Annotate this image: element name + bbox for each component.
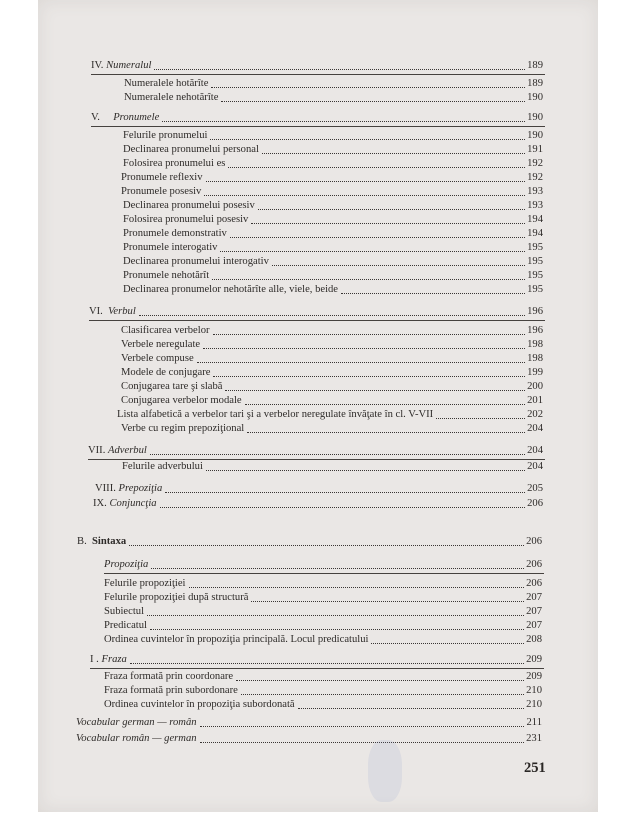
toc-entry-page: 199 [527, 367, 543, 378]
toc-entry-title: Declinarea pronumelui posesiv [123, 200, 255, 211]
toc-entry-title: Pronumele [113, 112, 160, 123]
toc-entry-title: Fraza formată prin subordonare [104, 685, 238, 696]
toc-entry [121, 337, 543, 351]
toc-entry-number: V. [91, 112, 114, 123]
toc-entry-page: 206 [526, 536, 542, 547]
toc-entry-title: Folosirea pronumelui es [123, 158, 226, 169]
dot-leader [150, 629, 524, 630]
toc-entry-title: Pronumele interogativ [123, 242, 218, 253]
toc-entry [104, 697, 542, 711]
toc-entry-page: 202 [527, 409, 543, 420]
toc-entry-title: Modele de conjugare [121, 367, 211, 378]
toc-entry-page: 191 [527, 144, 543, 155]
toc-entry-title: Pronumele posesiv [121, 186, 202, 197]
toc-entry-page: 190 [527, 130, 543, 141]
toc-entry [123, 212, 543, 226]
toc-entry [93, 496, 543, 510]
toc-entry-title: Numeralul [106, 60, 152, 71]
toc-entry-page: 201 [527, 395, 543, 406]
toc-entry-title: Felurile adverbului [122, 461, 203, 472]
toc-entry-title: Declinarea pronumelor nehotărîte alle, viele, beide [123, 284, 339, 295]
dot-leader [212, 279, 525, 280]
dot-leader [236, 680, 524, 681]
toc-entry-page: 195 [527, 270, 543, 281]
toc-entry-page: 231 [526, 733, 542, 744]
toc-entry-page: 192 [527, 172, 543, 183]
toc-entry-page: 196 [527, 306, 543, 317]
dot-leader [151, 568, 524, 569]
toc-entry-page: 194 [527, 214, 543, 225]
dot-leader [241, 694, 524, 695]
toc-entry-title: Conjugarea tare şi slabă [121, 381, 223, 392]
dot-leader [139, 315, 525, 316]
dot-leader [206, 470, 525, 471]
toc-entry [124, 76, 543, 90]
toc-entry [123, 282, 543, 296]
toc-entry-page: 204 [527, 461, 543, 472]
toc-entry-title: Folosirea pronumelui posesiv [123, 214, 249, 225]
toc-entry-number: B. [77, 536, 93, 547]
dot-leader [189, 587, 525, 588]
toc-entry [104, 557, 542, 571]
toc-entry [123, 254, 543, 268]
toc-entry [123, 268, 543, 282]
toc-entry-page: 206 [527, 498, 543, 509]
toc-entry [121, 365, 543, 379]
dot-leader [162, 121, 525, 122]
page-stain [368, 740, 402, 802]
toc-entry-page: 192 [527, 158, 543, 169]
dot-leader [298, 708, 524, 709]
toc-entry [123, 226, 543, 240]
dot-leader [200, 742, 524, 743]
toc-entry-page: 193 [527, 186, 543, 197]
toc-entry-page: 210 [526, 699, 542, 710]
toc-entry [88, 443, 543, 457]
toc-entry-number: VI. [89, 306, 109, 317]
toc-entry-page: 198 [527, 353, 543, 364]
toc-entry-page: 196 [527, 325, 543, 336]
toc-entry-title: Subiectul [104, 606, 145, 617]
dot-leader [221, 101, 525, 102]
toc-entry-title: Verbele compuse [121, 353, 194, 364]
toc-entry-page: 193 [527, 200, 543, 211]
dot-leader [200, 726, 524, 727]
toc-entry-title: Fraza formată prin coordonare [104, 671, 234, 682]
toc-entry-title: Propoziţia [104, 559, 149, 570]
dot-leader [258, 209, 525, 210]
toc-entry [76, 715, 542, 729]
toc-entry-title: Ordinea cuvintelor în propoziţia principală. Locul predicatului [104, 634, 369, 645]
toc-entry [90, 652, 542, 666]
section-rule [104, 573, 544, 574]
toc-entry [91, 58, 543, 72]
toc-entry [121, 379, 543, 393]
toc-entry-page: 190 [527, 92, 543, 103]
dot-leader [247, 432, 525, 433]
dot-leader [245, 404, 525, 405]
toc-entry-number: VIII. [95, 483, 119, 494]
dot-leader [251, 601, 524, 602]
toc-entry-page: 206 [526, 578, 542, 589]
page-number: 251 [524, 760, 546, 776]
toc-entry-page: 190 [527, 112, 543, 123]
dot-leader [210, 139, 525, 140]
toc-entry-page: 195 [527, 256, 543, 267]
toc-entry [89, 304, 543, 318]
toc-entry-title: Sintaxa [92, 536, 127, 547]
toc-entry-title: Conjugarea verbelor modale [121, 395, 242, 406]
toc-entry-page: 204 [527, 445, 543, 456]
toc-entry-page: 195 [527, 284, 543, 295]
dot-leader [436, 418, 525, 419]
dot-leader [203, 348, 525, 349]
toc-entry [123, 128, 543, 142]
dot-leader [211, 87, 525, 88]
toc-entry [123, 198, 543, 212]
toc-entry-title: Felurile propoziţiei [104, 578, 186, 589]
toc-entry-title: Adverbul [108, 445, 147, 456]
dot-leader [272, 265, 525, 266]
dot-leader [213, 376, 525, 377]
toc-entry-title: Ordinea cuvintelor în propoziţia subordonată [104, 699, 295, 710]
dot-leader [204, 195, 525, 196]
toc-entry [91, 110, 543, 124]
toc-entry [123, 156, 543, 170]
toc-entry-title: Conjuncţia [109, 498, 157, 509]
toc-entry-page: 206 [526, 559, 542, 570]
toc-entry-page: 198 [527, 339, 543, 350]
toc-entry [117, 407, 543, 421]
dot-leader [147, 615, 524, 616]
toc-entry [123, 142, 543, 156]
toc-entry [104, 576, 542, 590]
toc-entry-title: Predicatul [104, 620, 147, 631]
toc-entry-title: Declinarea pronumelui personal [123, 144, 259, 155]
toc-entry [121, 421, 543, 435]
toc-entry-page: 209 [526, 671, 542, 682]
toc-entry [104, 683, 542, 697]
toc-entry [121, 351, 543, 365]
toc-entry-page: 208 [526, 634, 542, 645]
dot-leader [130, 663, 524, 664]
toc-entry-page: 195 [527, 242, 543, 253]
toc-entry-page: 200 [527, 381, 543, 392]
toc-entry-page: 189 [527, 60, 543, 71]
toc-entry-page: 207 [526, 592, 542, 603]
toc-entry [121, 393, 543, 407]
table-of-contents [38, 0, 598, 812]
dot-leader [341, 293, 525, 294]
toc-entry-title: Felurile propoziţiei după structură [104, 592, 249, 603]
dot-leader [213, 334, 525, 335]
toc-entry-title: Lista alfabetică a verbelor tari şi a verbelor neregulate învăţate în cl. V-VII [117, 409, 434, 420]
toc-entry-page: 194 [527, 228, 543, 239]
toc-entry-page: 211 [526, 717, 542, 728]
toc-entry-page: 210 [526, 685, 542, 696]
dot-leader [262, 153, 525, 154]
section-rule [89, 320, 545, 321]
dot-leader [206, 181, 526, 182]
toc-entry-page: 207 [526, 606, 542, 617]
toc-entry-title: Felurile pronumelui [123, 130, 208, 141]
section-rule [91, 74, 545, 75]
toc-entry-number: IX. [93, 498, 110, 509]
toc-entry-number: I . [90, 654, 102, 665]
toc-entry-page: 189 [527, 78, 543, 89]
toc-entry-title: Vocabular român — german [76, 733, 197, 744]
toc-entry-title: Fraza [101, 654, 127, 665]
toc-entry [124, 90, 543, 104]
book-page [38, 0, 598, 812]
dot-leader [230, 237, 525, 238]
dot-leader [165, 492, 525, 493]
toc-entry [77, 534, 542, 548]
dot-leader [160, 507, 525, 508]
dot-leader [129, 545, 524, 546]
dot-leader [228, 167, 525, 168]
toc-entry-number: VII. [88, 445, 109, 456]
dot-leader [150, 454, 525, 455]
dot-leader [154, 69, 525, 70]
toc-entry [76, 731, 542, 745]
dot-leader [371, 643, 524, 644]
toc-entry-title: Vocabular german — român [76, 717, 197, 728]
toc-entry [123, 240, 543, 254]
toc-entry-title: Pronumele nehotărît [123, 270, 210, 281]
toc-entry-title: Declinarea pronumelui interogativ [123, 256, 269, 267]
toc-entry [122, 459, 543, 473]
toc-entry [121, 184, 543, 198]
toc-entry-title: Pronumele reflexiv [121, 172, 203, 183]
toc-entry-page: 207 [526, 620, 542, 631]
toc-entry [104, 618, 542, 632]
section-rule [91, 126, 545, 127]
toc-entry-title: Numeralele nehotărîte [124, 92, 219, 103]
toc-entry-title: Verbe cu regim prepoziţional [121, 423, 245, 434]
toc-entry-title: Prepoziţia [118, 483, 163, 494]
toc-entry-page: 204 [527, 423, 543, 434]
toc-entry-title: Pronumele demonstrativ [123, 228, 227, 239]
toc-entry [104, 632, 542, 646]
toc-entry-title: Verbul [108, 306, 136, 317]
toc-entry [104, 604, 542, 618]
toc-entry-number: IV. [91, 60, 107, 71]
dot-leader [251, 223, 525, 224]
toc-entry-title: Clasificarea verbelor [121, 325, 210, 336]
dot-leader [220, 251, 525, 252]
toc-entry [121, 170, 543, 184]
toc-entry [104, 669, 542, 683]
dot-leader [225, 390, 525, 391]
toc-entry [95, 481, 543, 495]
toc-entry-title: Verbele neregulate [121, 339, 201, 350]
toc-entry [104, 590, 542, 604]
toc-entry-page: 209 [526, 654, 542, 665]
dot-leader [197, 362, 525, 363]
toc-entry-page: 205 [527, 483, 543, 494]
toc-entry [121, 323, 543, 337]
toc-entry-title: Numeralele hotărîte [124, 78, 209, 89]
